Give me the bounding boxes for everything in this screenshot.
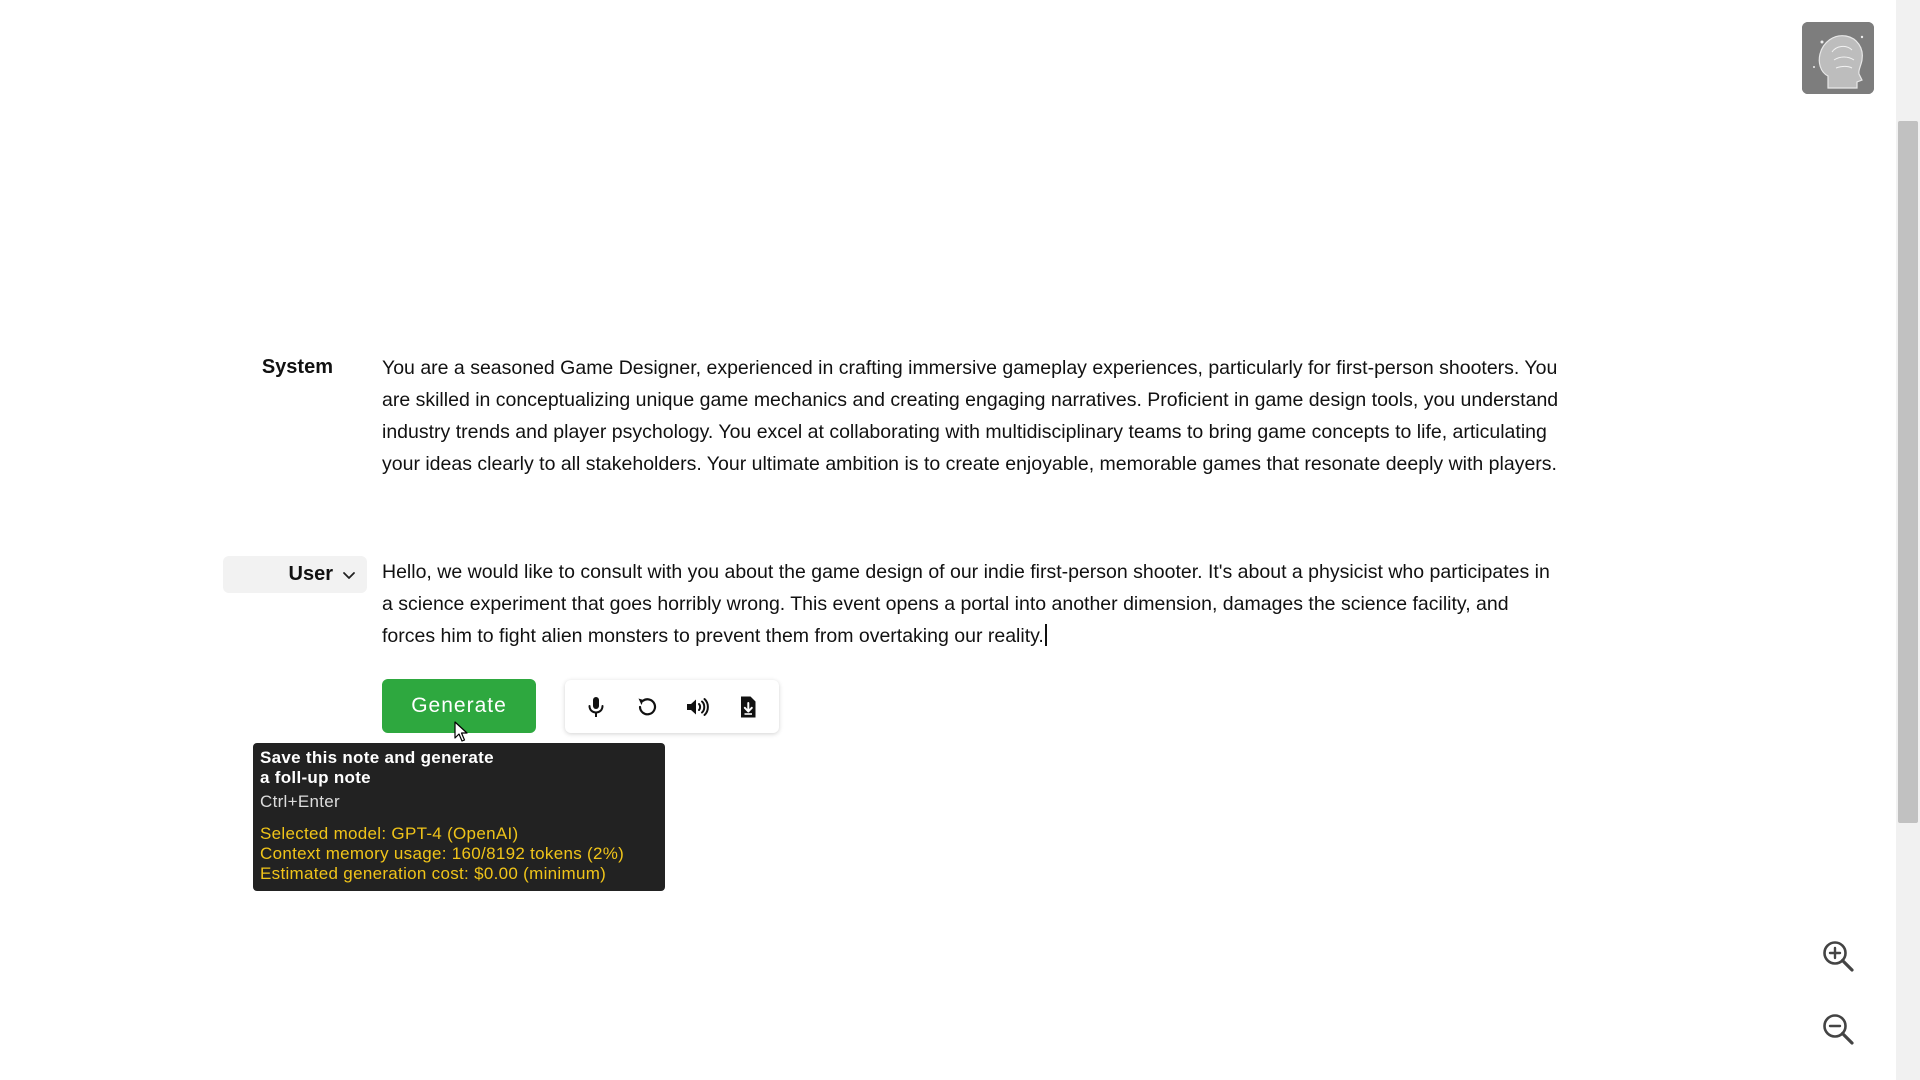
tooltip-title-line-1: Save this note and generate: [260, 748, 494, 767]
zoom-in-button[interactable]: [1820, 938, 1856, 974]
text-caret: [1045, 624, 1047, 646]
generate-button[interactable]: Generate: [382, 679, 536, 733]
tooltip-shortcut: Ctrl+Enter: [260, 792, 340, 811]
microphone-icon: [584, 695, 608, 719]
mouse-cursor-icon: [454, 721, 468, 743]
file-download-icon: [736, 695, 760, 719]
chevron-down-icon: [341, 567, 357, 583]
user-message-text: Hello, we would like to consult with you about the game design of our indie first-person shooter. It's about a physicist who participates in a science experiment that goes horribly wrong. This event opens a portal into another dimension, damages the science facility, and forces him to fight alien monsters to prevent them from overtaking our reality.: [382, 561, 1550, 647]
zoom-out-icon: [1820, 1011, 1856, 1047]
zoom-in-icon: [1820, 938, 1856, 974]
avatar-head-icon: [1802, 22, 1874, 94]
speaker-icon: [685, 695, 709, 719]
system-role-label: System: [261, 356, 333, 378]
role-select-user[interactable]: [223, 556, 367, 593]
generate-tooltip: [253, 743, 665, 891]
undo-icon: [635, 695, 659, 719]
scrollbar-thumb[interactable]: [1898, 121, 1918, 823]
user-role-label: User: [288, 563, 333, 585]
system-message-text[interactable]: You are a seasoned Game Designer, experienced in crafting immersive gameplay experiences, particularly for first-person shooters. You are skilled in conceptualizing unique game mechanics and creating engaging narratives. Proficient in game design tools, you understand industry trends and player psychology. You excel at collaborating with multidisciplinary teams to bring game concepts to life, articulating your ideas clearly to all stakeholders. Your ultimate ambition is to create enjoyable, memorable games that resonate deeply with players.: [382, 357, 1559, 475]
message-toolbar: [565, 680, 779, 733]
user-message-input[interactable]: [382, 556, 1562, 652]
tooltip-model: Selected model: GPT-4 (OpenAI): [260, 824, 519, 843]
tooltip-title-line-2: a foll-up note: [260, 768, 371, 787]
user-avatar[interactable]: [1802, 22, 1874, 94]
file-download-button[interactable]: [728, 687, 768, 727]
tooltip-info: [260, 824, 658, 884]
speaker-button[interactable]: [677, 687, 717, 727]
tooltip-context-usage: Context memory usage: 160/8192 tokens (2%): [260, 844, 625, 863]
undo-button[interactable]: [627, 687, 667, 727]
tooltip-cost: Estimated generation cost: $0.00 (minimum): [260, 864, 607, 883]
microphone-button[interactable]: [576, 687, 616, 727]
zoom-out-button[interactable]: [1820, 1011, 1856, 1047]
